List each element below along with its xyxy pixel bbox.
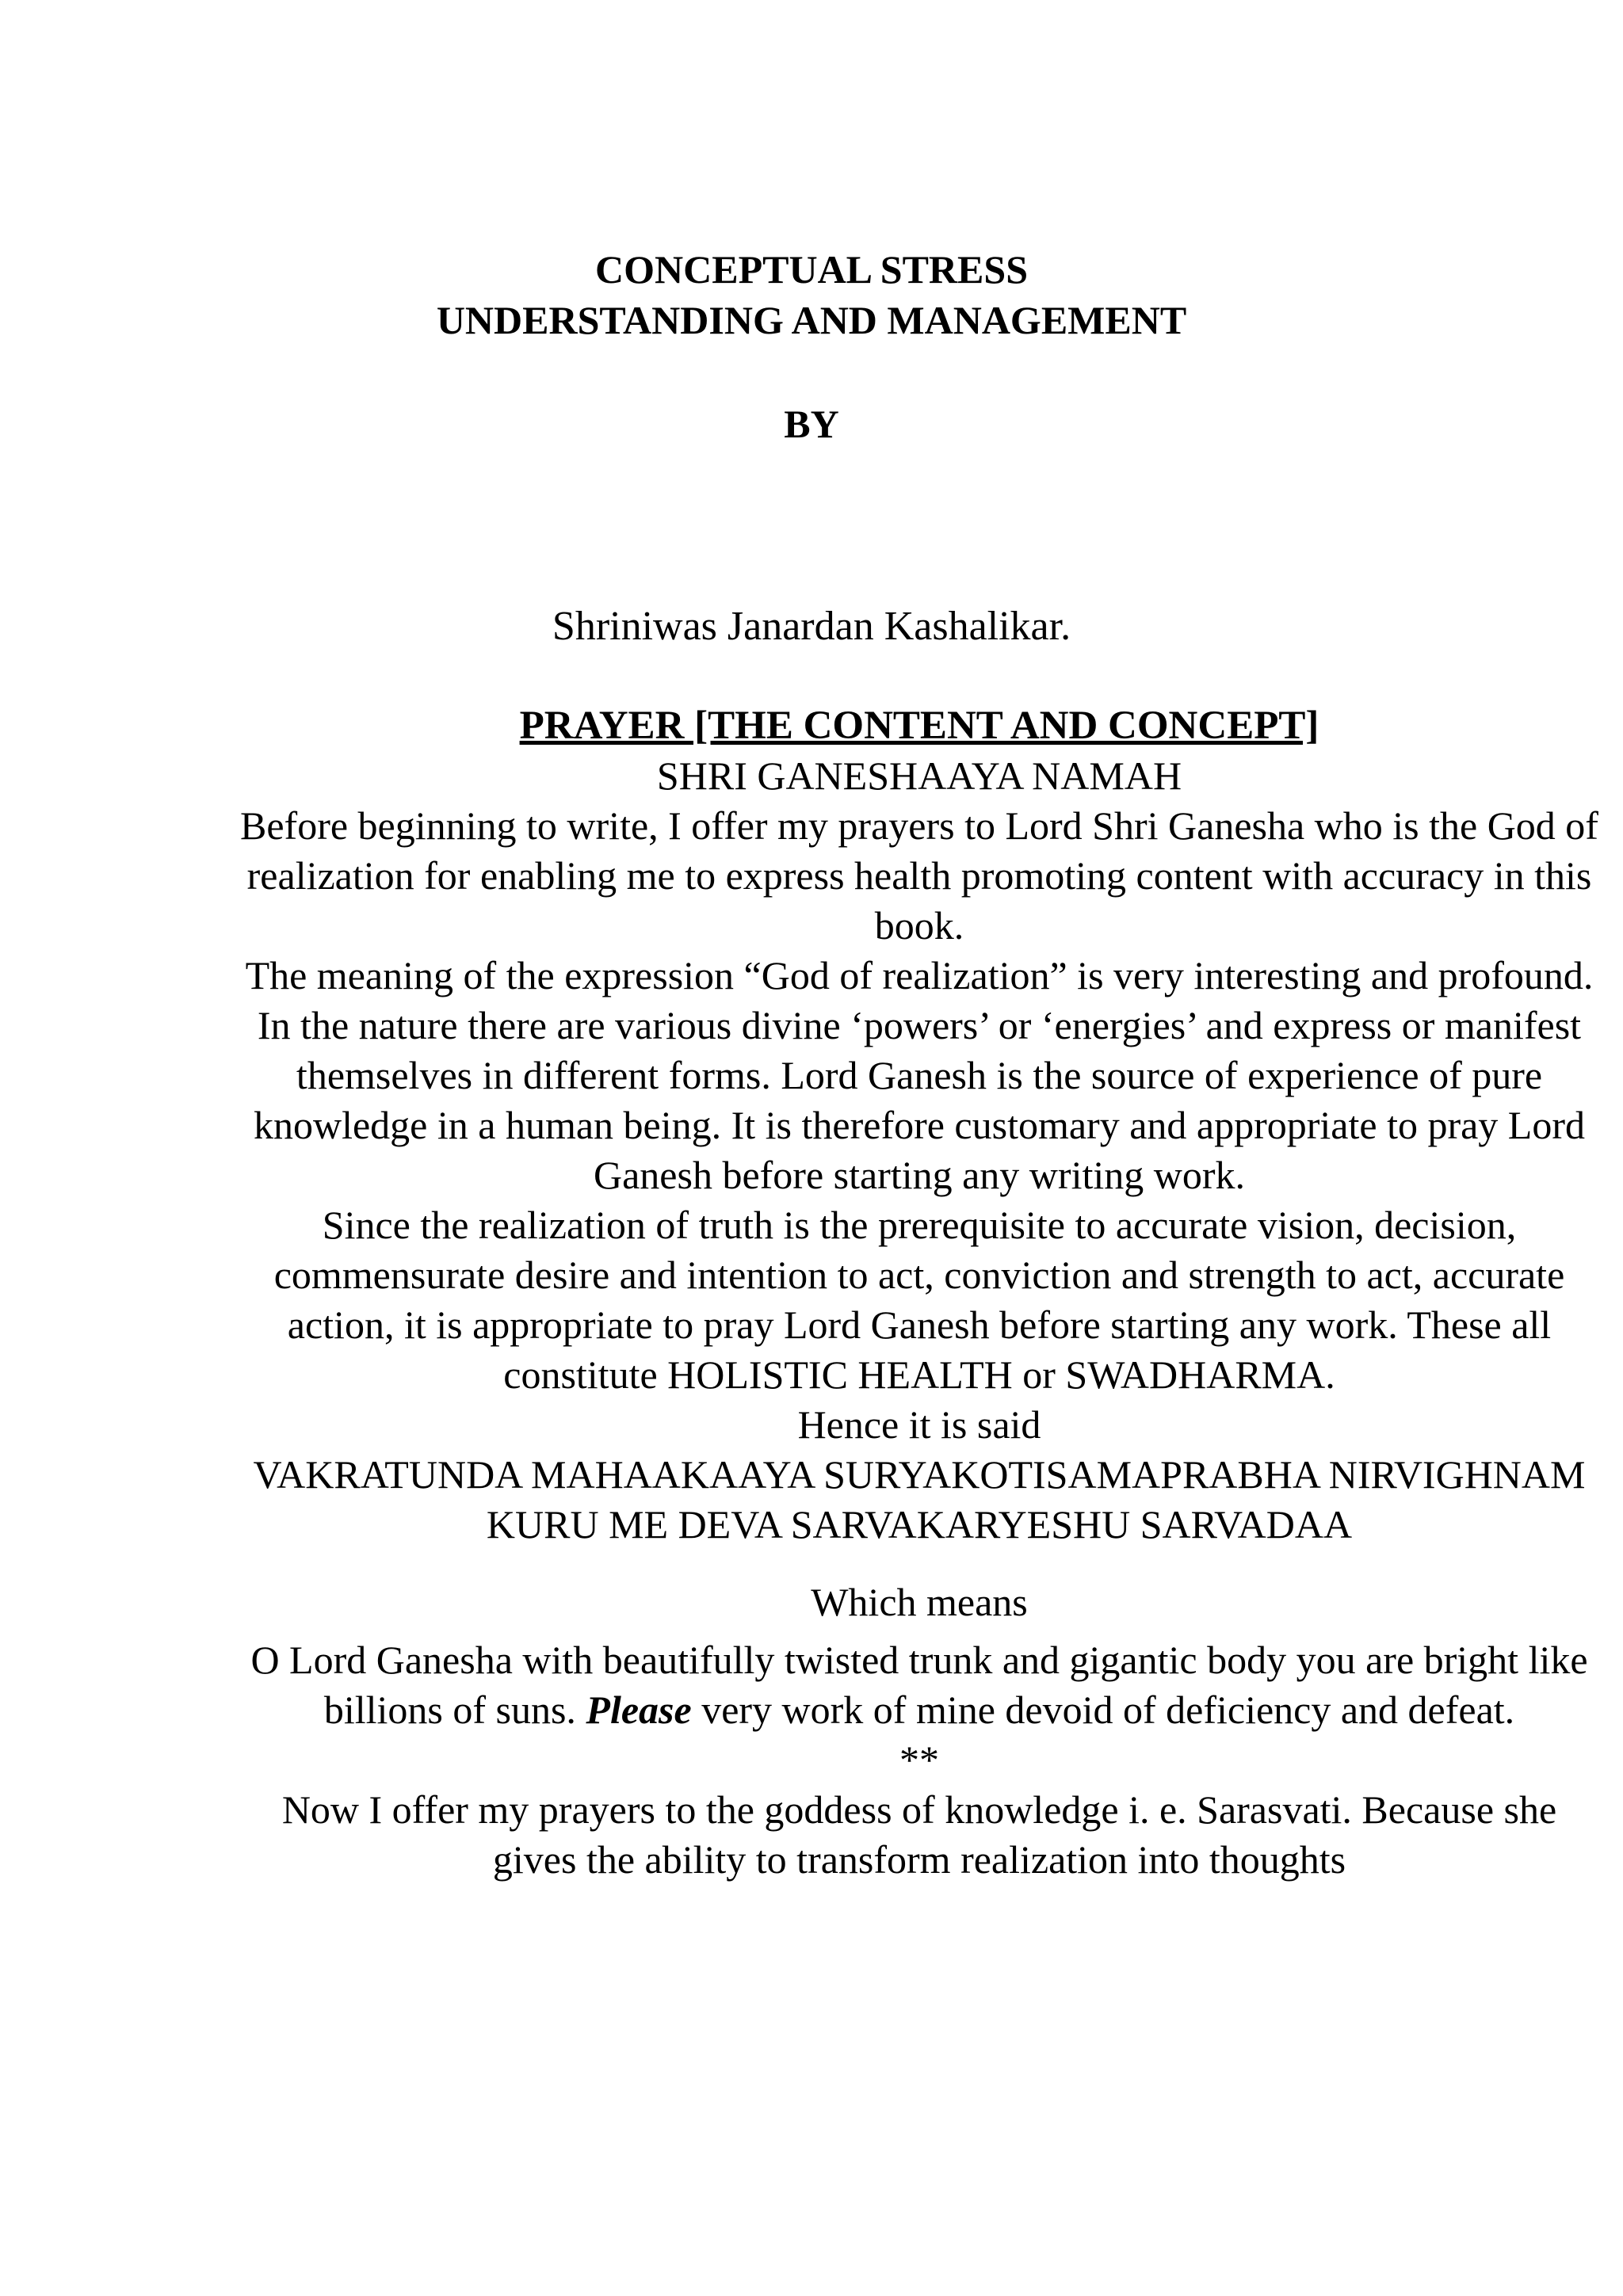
title-line-1: CONCEPTUAL STRESS xyxy=(595,247,1028,292)
paragraph-1: Before beginning to write, I offer my prayers to Lord Shri Ganesha who is the God of realization for enabling me to express health promoting content with accuracy in this book. xyxy=(240,803,1598,948)
paragraph-2: The meaning of the expression “God of realization” is very interesting and profound. In the nature there are various divine ‘powers’ or ‘energies’ and express or manifest themselves in different forms. Lord Ganesh is the source of experience of pure knowledge in a human being. It is therefore customary and appropriate to pray Lord Ganesh before starting any writing work. xyxy=(245,953,1594,1197)
paragraph-4: Now I offer my prayers to the goddess of knowledge i. e. Sarasvati. Because she gives the ability to transform realization into thoughts xyxy=(281,1787,1557,1882)
prayer-section xyxy=(238,701,1601,1885)
document-title xyxy=(0,244,1623,345)
mantra: VAKRATUNDA MAHAAKAAYA SURYAKOTISAMAPRABHA NIRVIGHNAM KURU ME DEVA SARVAKARYESHU SARVADAA xyxy=(253,1452,1586,1547)
separator: ** xyxy=(899,1737,939,1782)
hence-line: Hence it is said xyxy=(797,1402,1041,1447)
paragraph-3: Since the realization of truth is the prerequisite to accurate vision, decision, commensurate desire and intention to act, conviction and strength to act, accurate action, it is appropriate to pray Lord Ganesh before starting any work. These all constitute HOLISTIC HEALTH or SWADHARMA. xyxy=(273,1203,1565,1397)
section-heading: PRAYER [THE CONTENT AND CONCEPT] xyxy=(519,704,1319,748)
author-name: Shriniwas Janardan Kashalikar. xyxy=(552,604,1071,649)
invocation: SHRI GANESHAAYA NAMAH xyxy=(656,753,1182,798)
meaning-text-end: very work of mine devoid of deficiency and defeat. xyxy=(691,1688,1515,1732)
meaning-emphasis: Please xyxy=(586,1688,692,1732)
by-line: BY xyxy=(784,402,839,446)
which-means-line: Which means xyxy=(811,1580,1028,1624)
title-line-2: UNDERSTANDING AND MANAGEMENT xyxy=(436,298,1187,342)
meaning-text-start: O Lord Ganesha with beautifully twisted trunk and gigantic body you are bright like billions of suns. xyxy=(250,1638,1588,1732)
meaning-paragraph xyxy=(238,1635,1601,1735)
